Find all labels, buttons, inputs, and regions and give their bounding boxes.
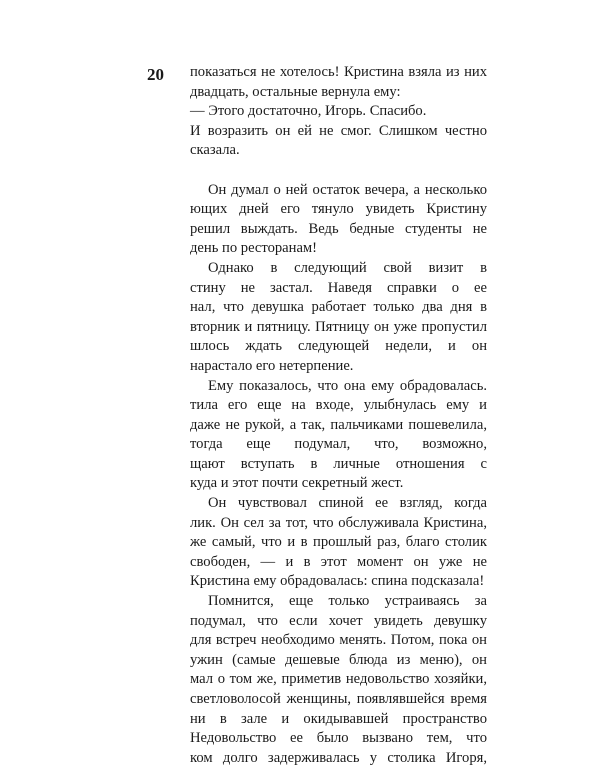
text-line: подумал, что если хочет увидеть девушку [190,612,487,629]
text-line: ни в зале и окидывавшей пространство [190,710,487,727]
text-line: нарастало его нетерпение. [190,357,354,374]
text-line: свободен, — и в этот момент он уже не [190,553,487,570]
text-line: же самый, что и в прошлый раз, благо столик [190,534,487,551]
text-line: нал, что девушка работает только два дня в [190,299,487,316]
text-line: щают вступать в личные отношения с [190,455,487,472]
text-line: решил выждать. Ведь бедные студенты не [190,220,487,237]
text-line: Помнится, еще только устраиваясь за [208,593,487,610]
text-line: тогда еще подумал, что, возможно, [190,436,487,453]
page-number: 20 [147,65,164,84]
text-line: показаться не хотелось! Кристина взяла из них [190,64,487,80]
text-line: день по ресторанам! [190,240,318,257]
text-line: Кристина ему обрадовалась: спина подсказала! [190,573,485,590]
text-line: куда и этот почти секретный жест. [190,475,404,492]
text-line: стину не застал. Наведя справки о ее [190,279,487,296]
text-line: Ему показалось, что она ему обрадовалась. [208,377,487,394]
text-line: Однако в следующий свой визит в [208,259,487,276]
text-line: Он думал о ней остаток вечера, а несколько [208,181,487,198]
text-line: для встреч необходимо менять. Потом, пока он [190,632,487,649]
text-line: — Этого достаточно, Игорь. Спасибо. [190,103,427,120]
text-line: ужин (самые дешевые блюда из меню), он [190,651,487,668]
text-line: даже не рукой, а так, пальчиками пошевелила, [190,416,487,433]
text-line: ком долго задерживалась у столика Игоря, [190,749,487,766]
body-text [190,63,487,768]
text-line: двадцать, остальные вернула ему: [190,83,401,100]
paragraph-gap [190,161,487,181]
text-line: ющих дней его тянуло увидеть Кристину [190,201,487,218]
text-line: тила его еще на входе, улыбнулась ему и [190,397,487,414]
text-line: Недовольство ее было вызвано тем, что [190,730,487,747]
text-line: И возразить он ей не смог. Слишком честно [190,122,487,139]
text-line: Он чувствовал спиной ее взгляд, когда [208,495,487,512]
text-line: сказала. [190,142,240,159]
text-line: вторник и пятницу. Пятницу он уже пропустил [190,318,487,335]
text-line: лик. Он сел за тот, что обслуживала Кристина, [190,514,487,531]
text-line: светловолосой женщины, появлявшейся время [190,691,487,707]
text-line: шлось ждать следующей недели, и он [190,338,487,355]
text-line: мал о том же, приметив недовольство хозяйки, [190,671,487,688]
